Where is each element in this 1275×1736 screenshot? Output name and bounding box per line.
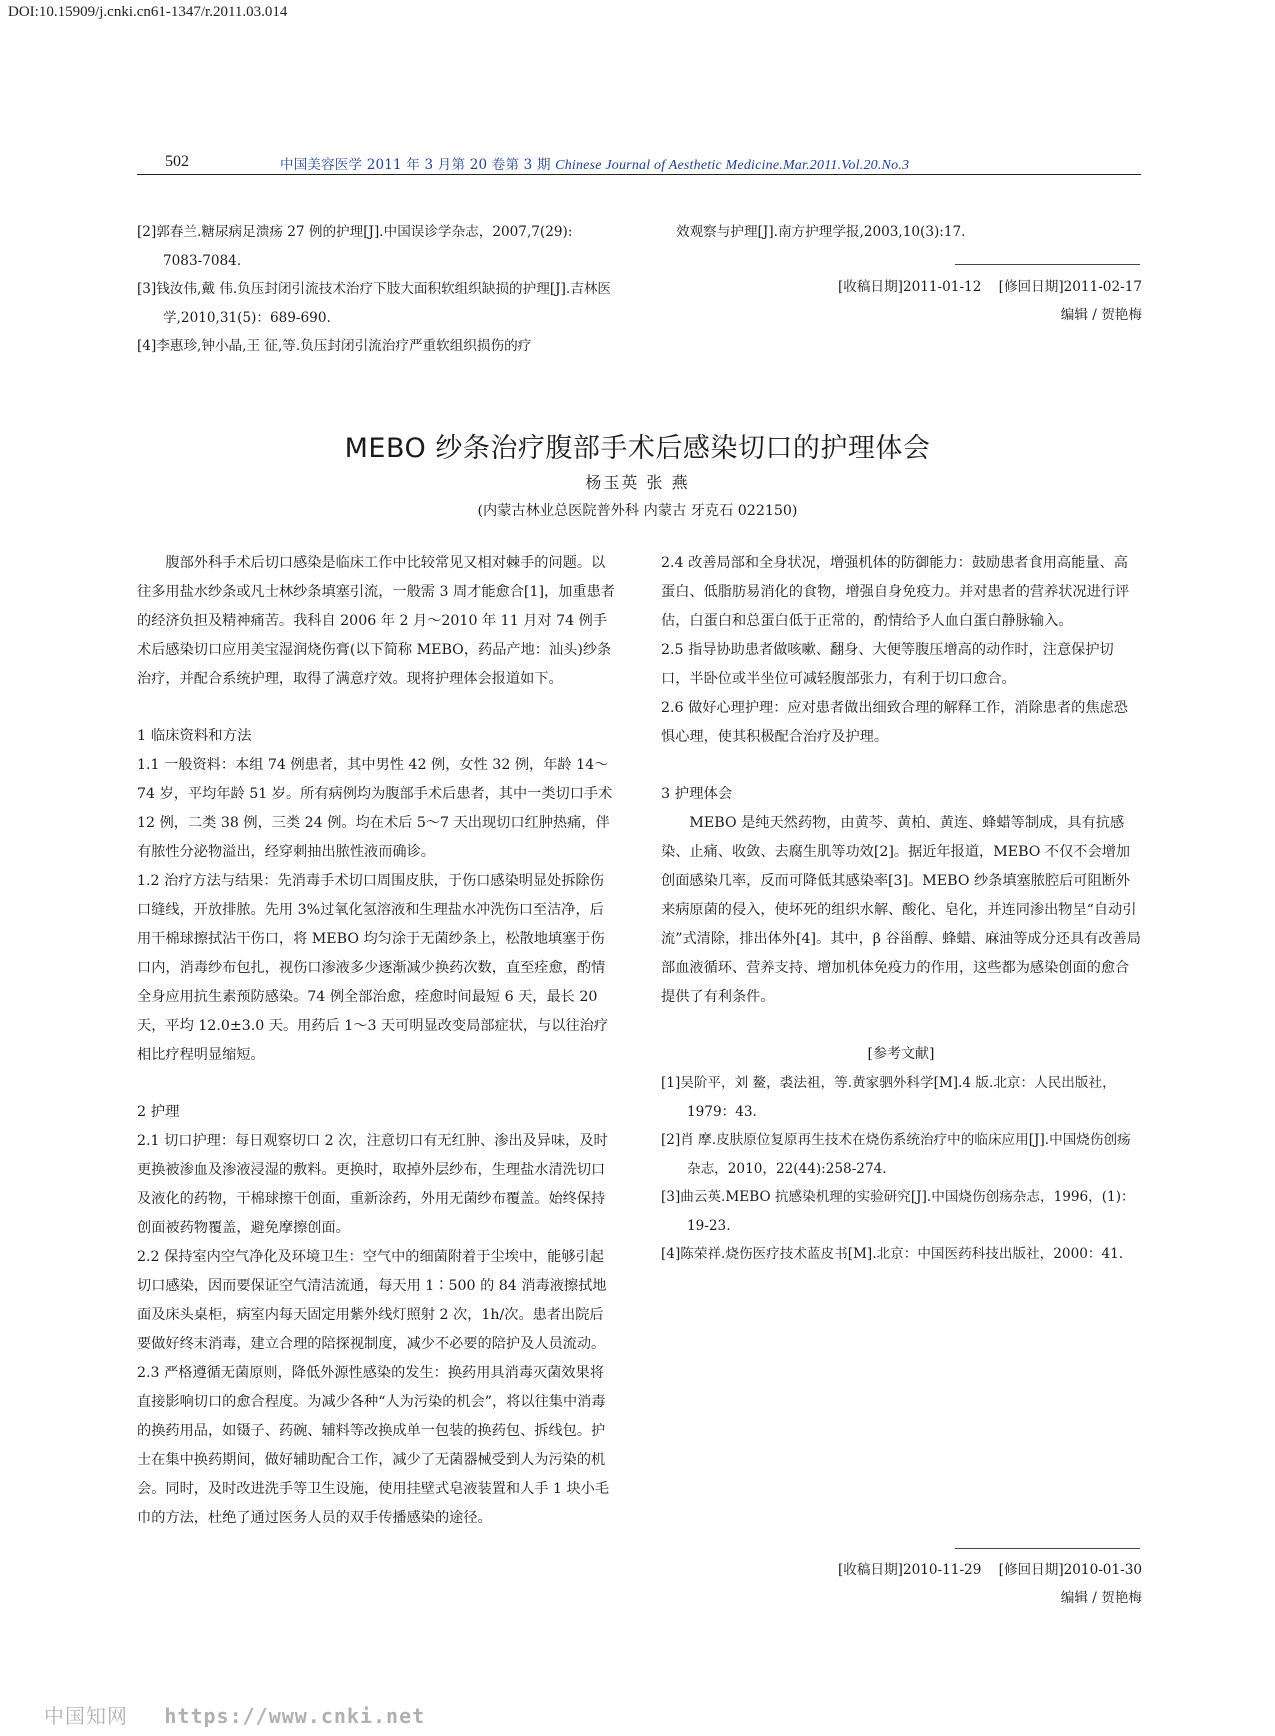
article-affiliation: (内蒙古林业总医院普外科 内蒙古 牙克石 022150) (477, 503, 798, 519)
references-heading: [参考文献] (867, 1046, 935, 1062)
cnki-watermark (44, 1700, 425, 1729)
section-3-body: MEBO 是纯天然药物，由黄芩、黄柏、黄连、蜂蜡等制成，具有抗感染、止痛、收敛、去腐生肌等功效[2]。据近年报道，MEBO 不仅不会增加创面感染几率，反而可降低其感染率[3]。MEBO 纱条填塞脓腔后可阻断外来病原菌的侵入，使坏死的组织水解、酸化、皂化，并连同渗出物呈“自动引流”式清除，排出体外[4]。其中，β 谷甾醇、蜂蜡、麻油等成分还具有改善局部血液循环、营养支持、增加机体免疫力的作用，这些都为感染创面的愈合提供了有利条件。 (661, 815, 1141, 1005)
watermark-url[interactable]: https://www.cnki.net (164, 1704, 426, 1728)
article-revised-date: [修回日期]2010-01-30 (998, 1562, 1142, 1578)
prev-ref-3: [3]钱汝伟,戴 伟.负压封闭引流技术治疗下肢大面积软组织缺损的护理[J].吉林医学,2010,31(5)：689-690. (137, 281, 611, 326)
intro-paragraph: 腹部外科手术后切口感染是临床工作中比较常见又相对棘手的问题。以往多用盐水纱条或凡士林纱条填塞引流，一般需 3 周才能愈合[1]，加重患者的经济负担及精神痛苦。我科自 2006 年 2 月～2010 年 11 月对 74 例手术后感染切口应用美宝湿润烧伤膏(以下简称 MEBO，药品产地：汕头)纱条治疗，并配合系统护理，取得了满意疗效。现将护理体会报道如下。 (137, 555, 615, 687)
running-header (280, 153, 909, 174)
section-2-4: 2.4 改善局部和全身状况，增强机体的防御能力：鼓励患者食用高能量、高蛋白、低脂肪易消化的食物，增强自身免疫力。并对患者的营养状况进行评估，白蛋白和总蛋白低于正常的，酌情给予人血白蛋白静脉输入。 (661, 555, 1130, 629)
section-2-6: 2.6 做好心理护理：应对患者做出细致合理的解释工作，消除患者的焦虑恐惧心理，使其积极配合治疗及护理。 (661, 700, 1128, 745)
dates-rule-bottom (955, 1548, 1140, 1549)
section-3-heading: 3 护理体会 (661, 786, 733, 802)
reference-2: [2]肖 摩.皮肤原位复原再生技术在烧伤系统治疗中的临床应用[J].中国烧伤创疡杂志，2010，22(44):258-274. (661, 1132, 1131, 1177)
prev-article-refs-left (137, 218, 615, 361)
section-1-1: 1.1 一般资料：本组 74 例患者，其中男性 42 例，女性 32 例，年龄 14～74 岁，平均年龄 51 岁。所有病例均为腹部手术后患者，其中一类切口手术 12 例，二类 38 例，三类 24 例。均在术后 5～7 天出现切口红肿热痛，伴有脓性分泌物溢出，经穿刺抽出脓性液而确诊。 (137, 757, 613, 860)
section-1-heading: 1 临床资料和方法 (137, 728, 252, 744)
article-received-date: [收稿日期]2010-11-29 (837, 1562, 982, 1578)
body-right-column (661, 549, 1141, 1269)
section-2-heading: 2 护理 (137, 1104, 180, 1120)
reference-3: [3]曲云英.MEBO 抗感染机理的实验研究[J].中国烧伤创疡杂志，1996，(1)：19-23. (661, 1189, 1135, 1234)
page-number: 502 (165, 153, 189, 170)
revised-date: [修回日期]2011-02-17 (998, 279, 1142, 295)
prev-ref-4: [4]李惠珍,钟小晶,王 征,等.负压封闭引流治疗严重软组织损伤的疗 (137, 338, 532, 354)
article-editor: 编辑 / 贺艳梅 (1060, 1590, 1142, 1606)
prev-article-refs-right (676, 218, 1146, 247)
received-date: [收稿日期]2011-01-12 (837, 279, 982, 295)
journal-cn: 中国美容医学 2011 年 3 月第 20 卷第 3 期 (280, 157, 551, 173)
article-authors: 杨玉英 张 燕 (585, 473, 690, 492)
editor: 编辑 / 贺艳梅 (1060, 307, 1142, 323)
reference-1: [1]吴阶平，刘 鳌，裘法祖，等.黄家驷外科学[M].4 版.北京：人民出版社，1979：43. (661, 1075, 1116, 1120)
section-1-2: 1.2 治疗方法与结果：先消毒手术切口周围皮肤，于伤口感染明显处拆除伤口缝线，开放排脓。先用 3%过氧化氢溶液和生理盐水冲洗伤口至洁净，后用干棉球擦拭沾干伤口，将 MEBO 均匀涂于无菌纱条上，松散地填塞于伤口内，消毒纱布包扎，视伤口渗液多少逐渐减少换药次数，直至痊愈，酌情全身应用抗生素预防感染。74 例全部治愈，痊愈时间最短 6 天，最长 20 天，平均 12.0±3.0 天。用药后 1～3 天可明显改变局部症状，与以往治疗相比疗程明显缩短。 (137, 873, 609, 1063)
doi-text: DOI:10.15909/j.cnki.cn61-1347/r.2011.03.014 (8, 4, 288, 20)
body-left-column (137, 549, 615, 1533)
section-2-1: 2.1 切口护理：每日观察切口 2 次，注意切口有无红肿、渗出及异味，及时更换被渗血及渗液浸湿的敷料。更换时，取掉外层纱布，生理盐水清洗切口及液化的药物，干棉球擦干创面，重新涂药，外用无菌纱布覆盖。始终保持创面被药物覆盖，避免摩擦创面。 (137, 1133, 608, 1236)
prev-ref-4-cont: 效观察与护理[J].南方护理学报,2003,10(3):17. (676, 224, 966, 240)
article-dates (790, 1556, 1142, 1612)
header-rule (137, 174, 1141, 175)
watermark-brand: 中国知网 (44, 1704, 128, 1728)
journal-en: Chinese Journal of Aesthetic Medicine.Mar.2011.Vol.20.No.3 (555, 158, 910, 173)
article-title: MEBO 纱条治疗腹部手术后感染切口的护理体会 (344, 433, 931, 464)
section-2-5: 2.5 指导协助患者做咳嗽、翻身、大便等腹压增高的动作时，注意保护切口，半卧位或半坐位可减轻腹部张力，有利于切口愈合。 (661, 642, 1114, 687)
reference-4: [4]陈荣祥.烧伤医疗技术蓝皮书[M].北京：中国医药科技出版社，2000：41. (661, 1246, 1124, 1262)
prev-ref-2: [2]郭春兰.糖尿病足溃疡 27 例的护理[J].中国误诊学杂志，2007,7(29): 7083-7084. (137, 224, 573, 269)
section-2-3: 2.3 严格遵循无菌原则，降低外源性感染的发生：换药用具消毒灭菌效果将直接影响切口的愈合程度。为减少各种“人为污染的机会”，将以往集中消毒的换药用品，如镊子、药碗、辅料等改换成单一包装的换药包、拆线包。护士在集中换药期间，做好辅助配合工作，减少了无菌器械受到人为污染的机会。同时，及时改进洗手等卫生设施，使用挂壁式皂液装置和人手 1 块小毛巾的方法，杜绝了通过医务人员的双手传播感染的途径。 (137, 1365, 610, 1526)
dates-rule-top (955, 264, 1140, 265)
prev-article-dates (800, 273, 1142, 329)
section-2-2: 2.2 保持室内空气净化及环境卫生：空气中的细菌附着于尘埃中，能够引起切口感染，因而要保证空气清洁流通，每天用 1∶500 的 84 消毒液擦拭地面及床头桌柜，病室内每天固定用紫外线灯照射 2 次，1h/次。患者出院后要做好终末消毒，建立合理的陪探视制度，减少不必要的陪护及人员流动。 (137, 1249, 607, 1352)
